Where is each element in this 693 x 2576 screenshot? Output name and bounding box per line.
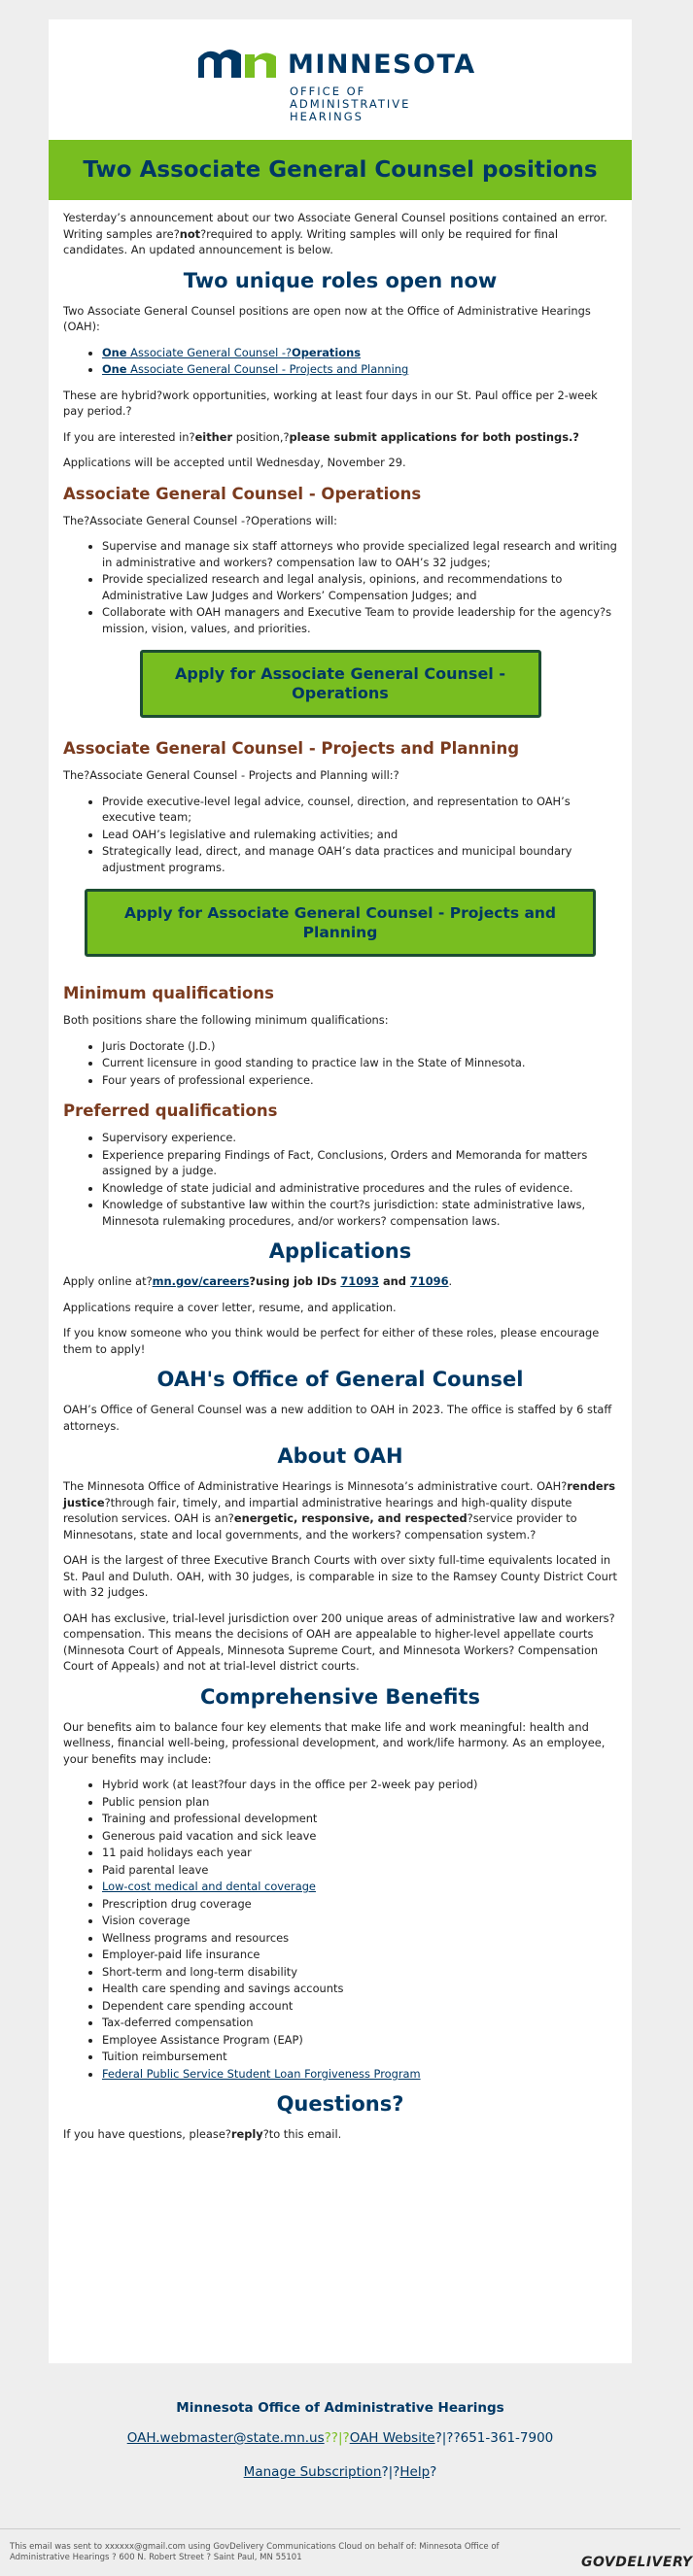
webmaster-email-link[interactable]: OAH.webmaster@state.mn.us xyxy=(126,2430,325,2446)
operations-heading: Associate General Counsel - Operations xyxy=(63,484,422,503)
benefits-lead: Our benefits aim to balance four key elements that make life and work meaningful: health and wellness, financial well-being, professional development, and work/life harmony. As an employee, your benefits may include: xyxy=(63,1719,606,1766)
list-item xyxy=(102,1879,617,1895)
apply-projects-button[interactable]: Apply for Associate General Counsel - Projects and Planning xyxy=(85,889,596,957)
brand-sub-2: ADMINISTRATIVE xyxy=(290,97,411,111)
interest-paragraph: If you are interested in?either position,?please submit applications for both postings.? xyxy=(63,429,579,444)
list-item: • Tuition reimbursement xyxy=(102,2049,617,2065)
questions-heading: Questions? xyxy=(276,2092,404,2116)
minimum-list xyxy=(63,1038,617,1089)
brand-sub-1: OFFICE OF xyxy=(290,85,366,98)
apply-paragraph: Apply online at?mn.gov/careers?using job IDs 71093 and 71096. xyxy=(63,1274,453,1288)
operations-button-wrap xyxy=(63,650,617,718)
operations-lead: The?Associate General Counsel -?Operations will: xyxy=(63,513,338,527)
minimum-lead: Both positions share the following minimum qualifications: xyxy=(63,1013,389,1027)
requires-paragraph: Applications require a cover letter, resume, and application. xyxy=(63,1300,397,1314)
job-id-71093-link[interactable]: 71093 xyxy=(340,1274,379,1288)
list-item: • Lead OAH’s legislative and rulemaking activities; and xyxy=(102,827,617,843)
about-paragraph-3: OAH has exclusive, trial-level jurisdiction over 200 unique areas of administrative law and workers? compensation. This means the decisions of OAH are appealable to higher-level appellate courts (Minnesota Court of Appeals, Minnesota Supreme Court, and Minnesota Workers? Compensation Court of Appeals) and not at trial-level district courts. xyxy=(63,1610,615,1673)
website-link[interactable]: OAH Website xyxy=(349,2430,435,2446)
about-paragraph-1: The Minnesota Office of Administrative Hearings is Minnesota’s administrative court. OAH?renders justice?through fair, timely, and impartial administrative hearings and high-quality dispute resolution services. OAH is an?energetic, responsive, and respected?service provider to Minnesotans, state and local governments, and the workers? compensation system.? xyxy=(63,1479,615,1542)
list-item: • Provide specialized research and legal analysis, opinions, and recommendations to Administrative Law Judges and Workers’ Compensation Judges; and xyxy=(102,571,617,603)
list-item: • Provide executive-level legal advice, counsel, direction, and representation to OAH’s executive team; xyxy=(102,794,617,826)
oah-logo xyxy=(196,41,537,138)
list-item: • Experience preparing Findings of Fact, Conclusions, Orders and Memoranda for matters assigned by a judge. xyxy=(102,1147,617,1179)
list-item: • Wellness programs and resources xyxy=(102,1930,617,1947)
footer-manage-links: Manage Subscription?|?Help? xyxy=(243,2464,437,2480)
careers-link[interactable]: mn.gov/careers xyxy=(152,1274,250,1288)
benefits-heading: Comprehensive Benefits xyxy=(200,1684,480,1709)
list-item: • Training and professional development xyxy=(102,1811,617,1827)
legal-notice: This email was sent to xxxxxx@gmail.com using GovDelivery Communications Cloud on behalf of: Minnesota Office of Administrative Hearings ? 600 N. Robert Street ? Saint Paul, MN 55101 xyxy=(10,2542,500,2562)
about-paragraph-2: OAH is the largest of three Executive Branch Courts with over sixty full-time equivalents located in St. Paul and Duluth. OAH, with 30 judges, is comparable in size to the Ramsey County District Court with 32 judges. xyxy=(63,1553,618,1599)
job-id-71096-link[interactable]: 71096 xyxy=(409,1274,449,1288)
list-item: • Supervise and manage six staff attorneys who provide specialized legal research and writing in administrative and workers? compensation law to OAH’s 32 judges; xyxy=(102,538,617,570)
medical-coverage-link[interactable]: Low-cost medical and dental coverage xyxy=(102,1880,316,1893)
list-item: • Public pension plan xyxy=(102,1794,617,1811)
apply-operations-button[interactable]: Apply for Associate General Counsel - Operations xyxy=(140,650,541,718)
brand-sub-3: HEARINGS xyxy=(290,110,364,123)
encourage-paragraph: If you know someone who you think would be perfect for either of these roles, please encourage them to apply! xyxy=(63,1326,600,1356)
list-item: • Generous paid vacation and sick leave xyxy=(102,1828,617,1845)
roles-lead: Two Associate General Counsel positions are open now at the Office of Administrative Hearings (OAH): xyxy=(63,303,591,333)
list-item: • Juris Doctorate (J.D.) xyxy=(102,1038,617,1055)
benefits-list xyxy=(63,1777,617,2082)
roles-list xyxy=(63,345,617,378)
list-item: • Knowledge of substantive law within the court?s jurisdiction: state administrative laws, Minnesota rulemaking procedures, and/or workers? compensation laws. xyxy=(102,1197,617,1229)
loan-forgiveness-link[interactable]: Federal Public Service Student Loan Forgiveness Program xyxy=(102,2066,421,2081)
projects-lead: The?Associate General Counsel - Projects and Planning will:? xyxy=(63,768,399,782)
list-item: • 11 paid holidays each year xyxy=(102,1845,617,1861)
manage-subscription-link[interactable]: Manage Subscription xyxy=(243,2464,382,2480)
phone-number: ?651-361-7900 xyxy=(453,2430,554,2446)
email-card xyxy=(49,19,632,2363)
about-heading: About OAH xyxy=(277,1444,403,1468)
projects-heading: Associate General Counsel - Projects and Planning xyxy=(63,739,520,758)
list-item: • Short-term and long-term disability xyxy=(102,1964,617,1981)
correction-paragraph: Yesterday’s announcement about our two Associate General Counsel positions contained an error. Writing samples are?not?required to apply. Writing samples will only be required for final candidates. An updated announcement is below. xyxy=(63,211,607,256)
projects-list xyxy=(63,794,617,876)
footer-org-name: Minnesota Office of Administrative Hearings xyxy=(176,2400,504,2416)
list-item: • Knowledge of state judicial and administrative procedures and the rules of evidence. xyxy=(102,1180,617,1197)
projects-posting-link[interactable]: One Associate General Counsel - Projects and Planning xyxy=(102,362,409,376)
list-item: • Paid parental leave xyxy=(102,1862,617,1879)
list-item: • Hybrid work (at least?four days in the office per 2-week pay period) xyxy=(102,1777,617,1793)
list-item xyxy=(102,345,617,361)
list-item: • Employee Assistance Program (EAP) xyxy=(102,2032,617,2049)
list-item: • Strategically lead, direct, and manage OAH’s data practices and municipal boundary adjustment programs. xyxy=(102,843,617,875)
list-item: • Four years of professional experience. xyxy=(102,1072,617,1089)
govdelivery-logo: GOVDELIVERY xyxy=(581,2555,693,2570)
list-item: • Prescription drug coverage xyxy=(102,1896,617,1913)
projects-button-wrap xyxy=(63,889,617,957)
legal-divider xyxy=(0,2528,680,2529)
operations-posting-link[interactable]: One Associate General Counsel -?Operations xyxy=(102,345,361,359)
list-item: • Health care spending and savings accounts xyxy=(102,1981,617,1997)
ogc-paragraph: OAH’s Office of General Counsel was a new addition to OAH in 2023. The office is staffed by 6 staff attorneys. xyxy=(63,1403,612,1433)
list-item: • Tax-deferred compensation xyxy=(102,2015,617,2031)
list-item: • Collaborate with OAH managers and Executive Team to provide leadership for the agency?s mission, vision, values, and priorities. xyxy=(102,604,617,636)
list-item: • Employer-paid life insurance xyxy=(102,1947,617,1963)
list-item: • Vision coverage xyxy=(102,1913,617,1929)
preferred-list xyxy=(63,1130,617,1229)
hybrid-paragraph: These are hybrid?work opportunities, working at least four days in our St. Paul office per 2-week pay period.? xyxy=(63,388,598,418)
list-item: • Supervisory experience. xyxy=(102,1130,617,1146)
banner-title: Two Associate General Counsel positions xyxy=(83,157,598,183)
title-banner xyxy=(49,140,632,200)
list-item xyxy=(102,2066,617,2083)
footer xyxy=(0,2375,680,2480)
operations-list xyxy=(63,538,617,636)
roles-heading: Two unique roles open now xyxy=(183,268,498,292)
deadline-paragraph: Applications will be accepted until Wednesday, November 29. xyxy=(63,456,406,469)
help-link[interactable]: Help xyxy=(399,2464,431,2480)
applications-heading: Applications xyxy=(268,1239,412,1263)
list-item: • Dependent care spending account xyxy=(102,1998,617,2015)
email-content xyxy=(63,210,617,2152)
list-item xyxy=(102,361,617,378)
questions-paragraph: If you have questions, please?reply?to this email. xyxy=(63,2127,342,2141)
ogc-heading: OAH's Office of General Counsel xyxy=(156,1368,524,1391)
footer-contact-links: OAH.webmaster@state.mn.us??|?OAH Website?|??651-361-7900 xyxy=(126,2430,554,2446)
brand-name: MINNESOTA xyxy=(288,50,476,80)
minimum-heading: Minimum qualifications xyxy=(63,984,274,1002)
preferred-heading: Preferred qualifications xyxy=(63,1102,278,1120)
list-item: • Current licensure in good standing to practice law in the State of Minnesota. xyxy=(102,1055,617,1071)
